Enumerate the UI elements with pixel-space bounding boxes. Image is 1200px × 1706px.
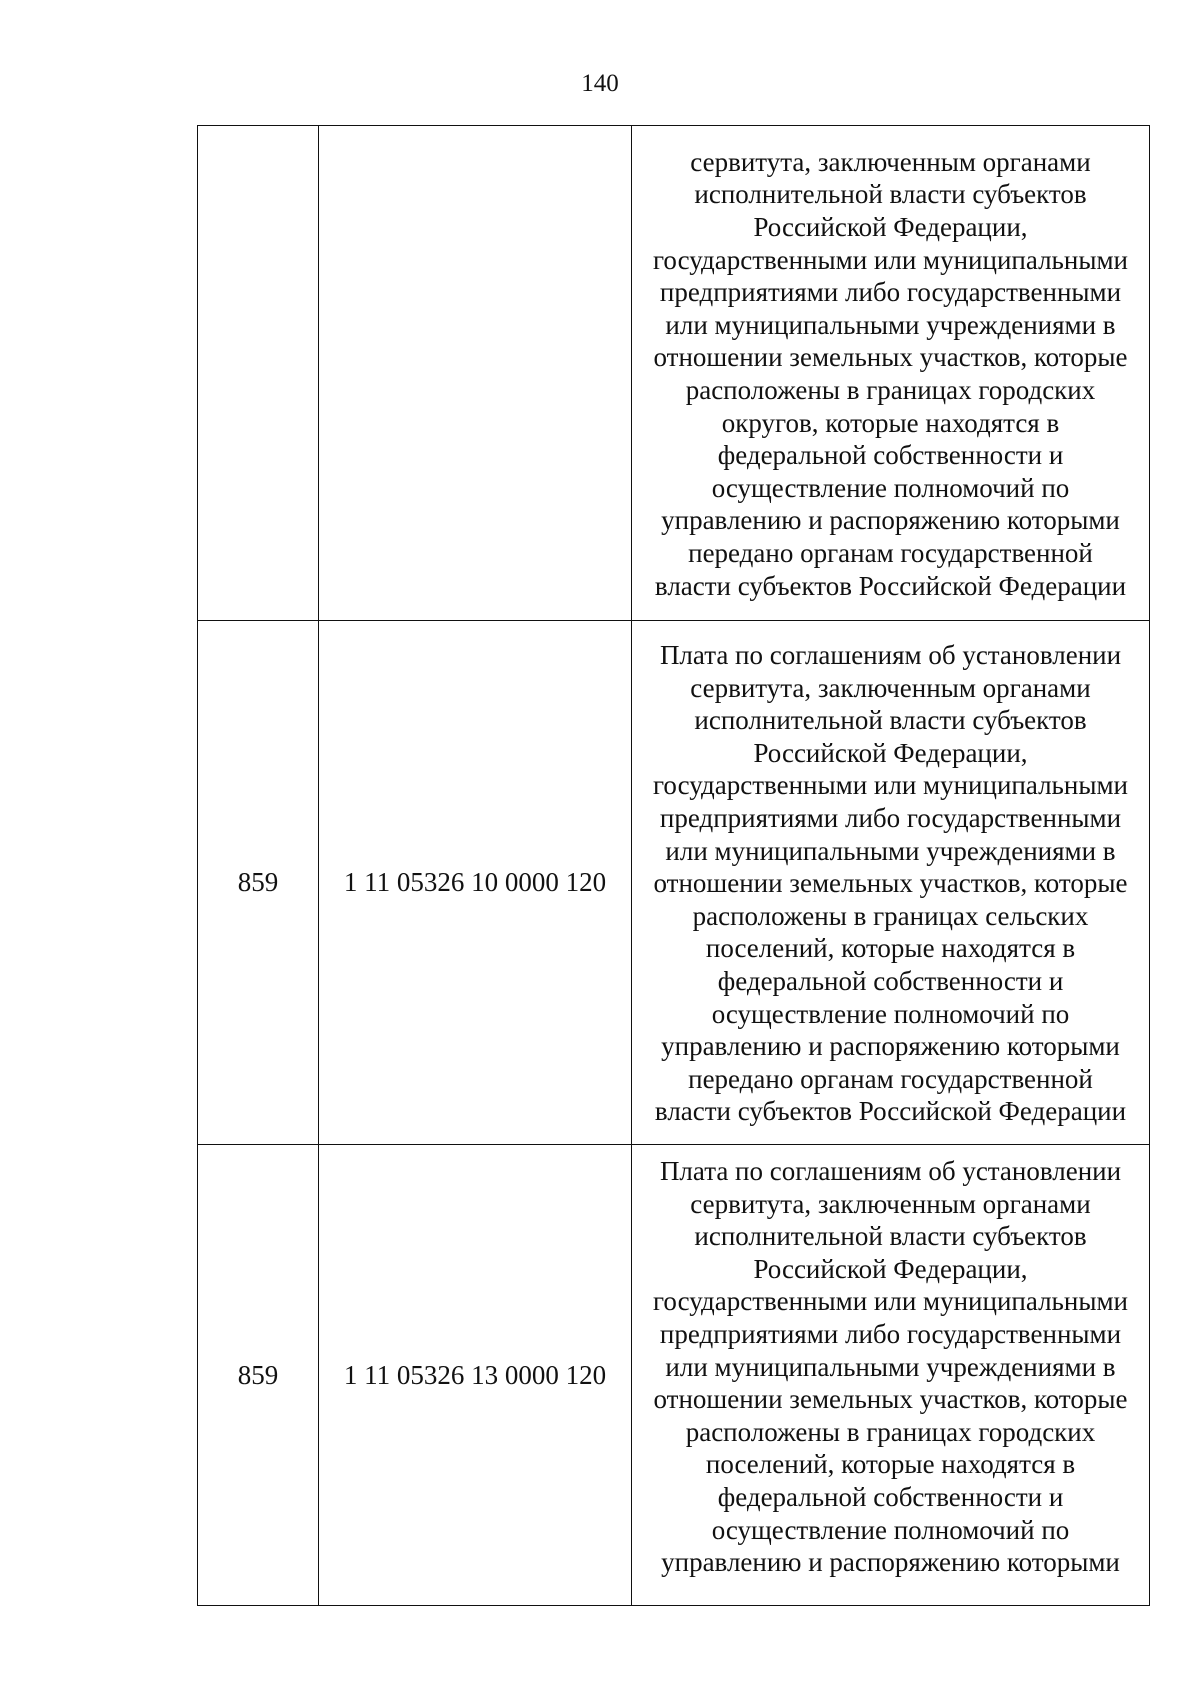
description-line: передано органам государственной [688, 537, 1093, 568]
description-line: власти субъектов Российской Федерации [654, 570, 1127, 601]
description-line: предприятиями либо государственными [659, 277, 1122, 308]
description-line: федеральной собственности и [717, 965, 1064, 996]
description-cell [632, 1145, 1150, 1606]
description-line: сервитута, заключенным органами [690, 146, 1091, 177]
admin-code-cell [198, 126, 319, 621]
description-line: отношении земельных участков, которые [653, 342, 1128, 373]
description-line: Российской Федерации, [753, 1253, 1028, 1284]
description-line: поселений, которые находятся в [705, 1449, 1076, 1480]
description-line: управлению и распоряжению которыми [661, 1547, 1120, 1578]
description-line: отношении земельных участков, которые [653, 868, 1128, 899]
description-line: отношении земельных участков, которые [653, 1384, 1128, 1415]
description-cell [632, 126, 1150, 621]
table-body [198, 126, 1150, 1606]
description-line: округов, которые находятся в [721, 407, 1060, 438]
table-row [198, 621, 1150, 1145]
description-line: осуществление полномочий по [711, 1514, 1070, 1545]
description-line: государственными или муниципальными [653, 770, 1128, 801]
description-line: государственными или муниципальными [653, 244, 1128, 275]
description-line: федеральной собственности и [717, 1481, 1064, 1512]
description-line: Российской Федерации, [753, 212, 1028, 243]
page-number: 140 [581, 70, 619, 97]
table-row [198, 1145, 1150, 1606]
description-line: федеральной собственности и [717, 440, 1064, 471]
description-line: расположены в границах сельских [692, 900, 1089, 931]
description-line: управлению и распоряжению которыми [661, 1031, 1120, 1062]
kbk-code-cell [319, 126, 632, 621]
description-line: осуществление полномочий по [711, 998, 1070, 1029]
admin-code-cell: 859 [198, 1145, 319, 1606]
description-line: осуществление полномочий по [711, 472, 1070, 503]
description-line: государственными или муниципальными [653, 1286, 1128, 1317]
description-line: сервитута, заключенным органами [690, 672, 1091, 703]
description-line: или муниципальными учреждениями в [665, 309, 1116, 340]
description-line: или муниципальными учреждениями в [665, 835, 1116, 866]
description-line: передано органам государственной [688, 1063, 1093, 1094]
description-line: власти субъектов Российской Федерации [654, 1096, 1127, 1127]
description-line: поселений, которые находятся в [705, 933, 1076, 964]
kbk-code-cell: 1 11 05326 10 0000 120 [319, 621, 632, 1145]
description-line: исполнительной власти субъектов [694, 179, 1087, 210]
description-line: Плата по соглашениям об установлении [659, 640, 1122, 671]
description-line: Плата по соглашениям об установлении [659, 1156, 1122, 1186]
description-line: или муниципальными учреждениями в [665, 1351, 1116, 1382]
description-line: сервитута, заключенным органами [690, 1188, 1091, 1219]
description-line: исполнительной власти субъектов [694, 1221, 1087, 1252]
description-line: исполнительной власти субъектов [694, 705, 1087, 736]
description-line: предприятиями либо государственными [659, 803, 1122, 834]
description-line: расположены в границах городских [685, 375, 1096, 405]
kbk-code-cell: 1 11 05326 13 0000 120 [319, 1145, 632, 1606]
table-row [198, 126, 1150, 621]
revenue-codes-table [197, 125, 1150, 1606]
admin-code-cell: 859 [198, 621, 319, 1145]
description-line: управлению и распоряжению которыми [661, 505, 1120, 536]
description-line: Российской Федерации, [753, 737, 1028, 768]
description-cell [632, 621, 1150, 1145]
description-line: предприятиями либо государственными [659, 1318, 1122, 1349]
description-line: расположены в границах городских [685, 1416, 1096, 1447]
